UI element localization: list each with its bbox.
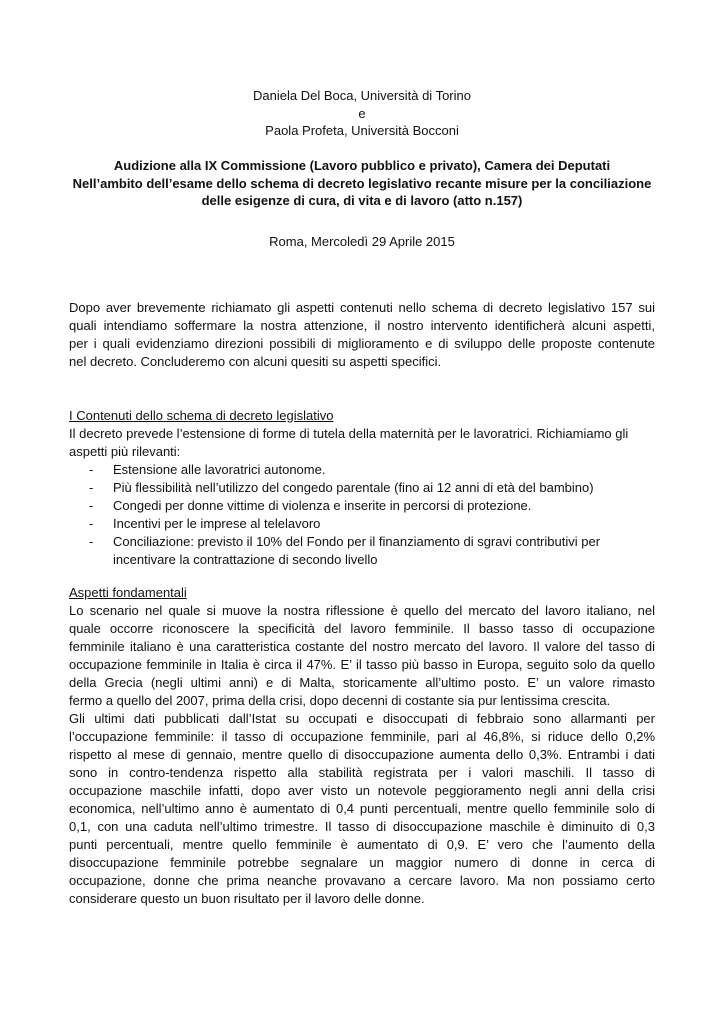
bullet-item	[69, 515, 655, 533]
bullet-text: Estensione alle lavoratrici autonome.	[113, 462, 326, 477]
dateline: Roma, Mercoledì 29 Aprile 2015	[269, 234, 455, 249]
document-title	[0, 157, 724, 210]
intro-paragraph	[69, 299, 655, 371]
title-line-3: delle esigenze di cura, di vita e di lavoro (atto n.157)	[201, 193, 523, 208]
intro-line: nel decreto. Concluderemo con alcuni quesiti su aspetti specifici.	[69, 354, 442, 369]
section-fundamentals	[69, 584, 655, 908]
bullet-list	[69, 461, 655, 569]
section-lead-line: Il decreto prevede l’estensione di forme di tutela della maternità per le lavoratrici. Richiamiamo gli	[69, 426, 629, 441]
body-line: Lo scenario nel quale si muove la nostra riflessione è quello del mercato del lavoro italiano, nel	[69, 603, 655, 618]
body-line: Gli ultimi dati pubblicati dall’Istat su occupati e disoccupati di febbraio sono allarmanti per	[69, 711, 655, 726]
section-contents	[69, 407, 655, 569]
body-line: sono in contro-tendenza rispetto alla stabilità registrata per i valori maschili. Il tasso di	[69, 765, 655, 780]
title-line-1: Audizione alla IX Commissione (Lavoro pubblico e privato), Camera dei Deputati	[113, 158, 611, 173]
body-line: occupazione femminile in Italia è circa il 47%. E’ il tasso più basso in Europa, seguito solo da quello	[69, 657, 655, 672]
author-line-2: Paola Profeta, Università Bocconi	[265, 123, 459, 138]
bullet-item	[69, 479, 655, 497]
intro-line: per i quali evidenziamo direzioni possibili di miglioramento e di sviluppo delle proposte contenute	[69, 336, 655, 351]
body-line: punti percentuali, mentre quello femminile è aumentato di 0,9. E’ vero che l’aumento della	[69, 837, 655, 852]
authors-block	[0, 87, 724, 140]
body-line: femminile italiano è una caratteristica costante del nostro mercato del lavoro. Il valore del tasso di	[69, 639, 655, 654]
bullet-text: Incentivi per le imprese al telelavoro	[113, 516, 321, 531]
author-line-1: Daniela Del Boca, Università di Torino	[253, 88, 471, 103]
bullet-text: Più flessibilità nell’utilizzo del congedo parentale (fino ai 12 anni di età del bambino)	[113, 480, 594, 495]
body-line: 0,1, con una caduta nell’ultimo trimestre. Il tasso di disoccupazione maschile è diminuito di 0,3	[69, 819, 655, 834]
body-line: quale occorre riconoscere la specificità del lavoro femminile. Il basso tasso di occupazione	[69, 621, 655, 636]
intro-line: quali intendiamo soffermare la nostra attenzione, il nostro intervento identificherà alcuni aspetti,	[69, 318, 655, 333]
bullet-marker: -	[89, 462, 94, 477]
body-line: l’occupazione femminile: il tasso di occupazione femminile, pari al 46,8%, si riduce dello 0,2%	[69, 729, 655, 744]
title-line-2: Nell’ambito dell’esame dello schema di decreto legislativo recante misure per la conciliazione	[72, 175, 652, 191]
body-line: rispetto al mese di gennaio, mentre quello di disoccupazione aumenta dello 0,3%. Entrambi i dati	[69, 747, 655, 762]
body-line: disoccupazione femminile potrebbe segnalare un maggior numero di donne in cerca di	[69, 855, 655, 870]
bullet-item	[69, 533, 655, 569]
body-line: occupazione, donne che prima neanche provavano a cercare lavoro. Ma non possiamo certo	[69, 873, 655, 888]
body-line: economica, nell’ultimo anno è aumentato di 0,4 punti percentuali, mentre quello femminile solo di	[69, 801, 655, 816]
bullet-marker: -	[89, 534, 94, 549]
intro-line: Dopo aver brevemente richiamato gli aspetti contenuti nello schema di decreto legislativo 157 sui	[69, 300, 655, 315]
section-heading-contents: I Contenuti dello schema di decreto legislativo	[69, 408, 334, 423]
bullet-text: Congedi per donne vittime di violenza e inserite in percorsi di protezione.	[113, 498, 532, 513]
body-line: della Grecia (negli ultimi anni) e di Malta, storicamente all’ultimo posto. E’ un valore rimasto	[69, 675, 655, 690]
body-line: fermo a quello del 2007, prima della crisi, dopo decenni di costante sia pur lentissima crescita.	[69, 693, 611, 708]
section-lead-line: aspetti più rilevanti:	[69, 444, 181, 459]
section-heading-fundamentals: Aspetti fondamentali	[69, 585, 187, 600]
bullet-marker: -	[89, 498, 94, 513]
body-line: occupazione maschile infatti, dopo aver visto un notevole peggioramento negli anni della crisi	[69, 783, 655, 798]
bullet-text: Conciliazione: previsto il 10% del Fondo per il finanziamento di sgravi contributivi per	[113, 534, 601, 549]
author-conjunction: e	[358, 105, 366, 121]
body-line: considerare questo un buon risultato per il lavoro delle donne.	[69, 891, 425, 906]
bullet-continuation: incentivare la contrattazione di secondo livello	[113, 552, 378, 567]
bullet-item	[69, 497, 655, 515]
bullet-item	[69, 461, 655, 479]
bullet-marker: -	[89, 516, 94, 531]
bullet-marker: -	[89, 480, 94, 495]
